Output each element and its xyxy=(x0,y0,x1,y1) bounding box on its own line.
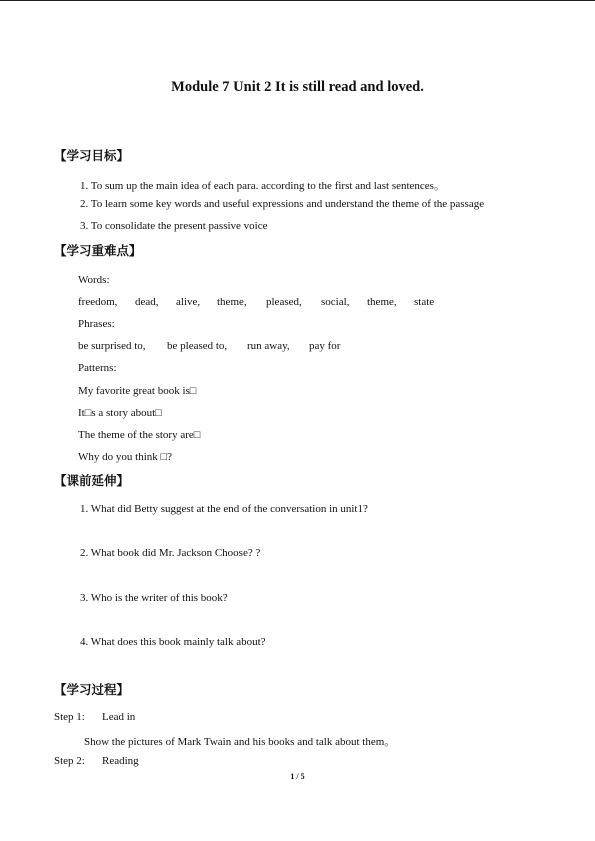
pattern-item: My favorite great book is□ xyxy=(78,385,197,397)
goal-item: 2. To learn some key words and useful expressions and understand the theme of the passage xyxy=(80,198,485,210)
goal-item: 1. To sum up the main idea of each para. according to the first and last sentences。 xyxy=(80,180,445,192)
question-item: 4. What does this book mainly talk about? xyxy=(80,636,266,648)
section-heading-preview: 【课前延伸】 xyxy=(54,473,130,488)
words-label: Words: xyxy=(78,274,110,286)
section-heading-key-points: 【学习重难点】 xyxy=(54,243,142,258)
phrase-item: be surprised to, xyxy=(78,340,146,352)
word-item: dead, xyxy=(135,296,159,308)
goal-item: 3. To consolidate the present passive voice xyxy=(80,220,268,232)
word-item: social, xyxy=(321,296,350,308)
pattern-item: Why do you think □? xyxy=(78,451,173,463)
word-item: state xyxy=(414,296,435,308)
step-2-title: Reading xyxy=(102,755,139,767)
word-item: freedom, xyxy=(78,296,118,308)
phrase-item: run away, xyxy=(247,340,290,352)
section-heading-goals: 【学习目标】 xyxy=(54,148,130,163)
word-item: theme, xyxy=(367,296,397,308)
words-list xyxy=(78,296,434,308)
pattern-item: The theme of the story are□ xyxy=(78,429,201,441)
phrases-list xyxy=(78,340,340,352)
page-number: 1 / 5 xyxy=(290,772,305,781)
word-item: pleased, xyxy=(266,296,302,308)
word-item: alive, xyxy=(176,296,201,308)
question-item: 3. Who is the writer of this book? xyxy=(80,592,228,604)
step-2-label: Step 2: xyxy=(54,755,85,767)
step-1-title: Lead in xyxy=(102,711,136,723)
phrase-item: be pleased to, xyxy=(167,340,228,352)
phrase-item: pay for xyxy=(309,340,341,352)
pattern-item: It□s a story about□ xyxy=(78,407,162,419)
step-1-label: Step 1: xyxy=(54,711,85,723)
phrases-label: Phrases: xyxy=(78,318,115,330)
page-title: Module 7 Unit 2 It is still read and loved. xyxy=(171,79,424,95)
step-1-text: Show the pictures of Mark Twain and his books and talk about them。 xyxy=(84,736,396,748)
word-item: theme, xyxy=(217,296,247,308)
page-top-rule xyxy=(0,0,595,1)
section-heading-process: 【学习过程】 xyxy=(54,682,130,697)
question-item: 1. What did Betty suggest at the end of the conversation in unit1? xyxy=(80,503,368,515)
question-item: 2. What book did Mr. Jackson Choose? ? xyxy=(80,547,261,559)
patterns-label: Patterns: xyxy=(78,362,117,374)
